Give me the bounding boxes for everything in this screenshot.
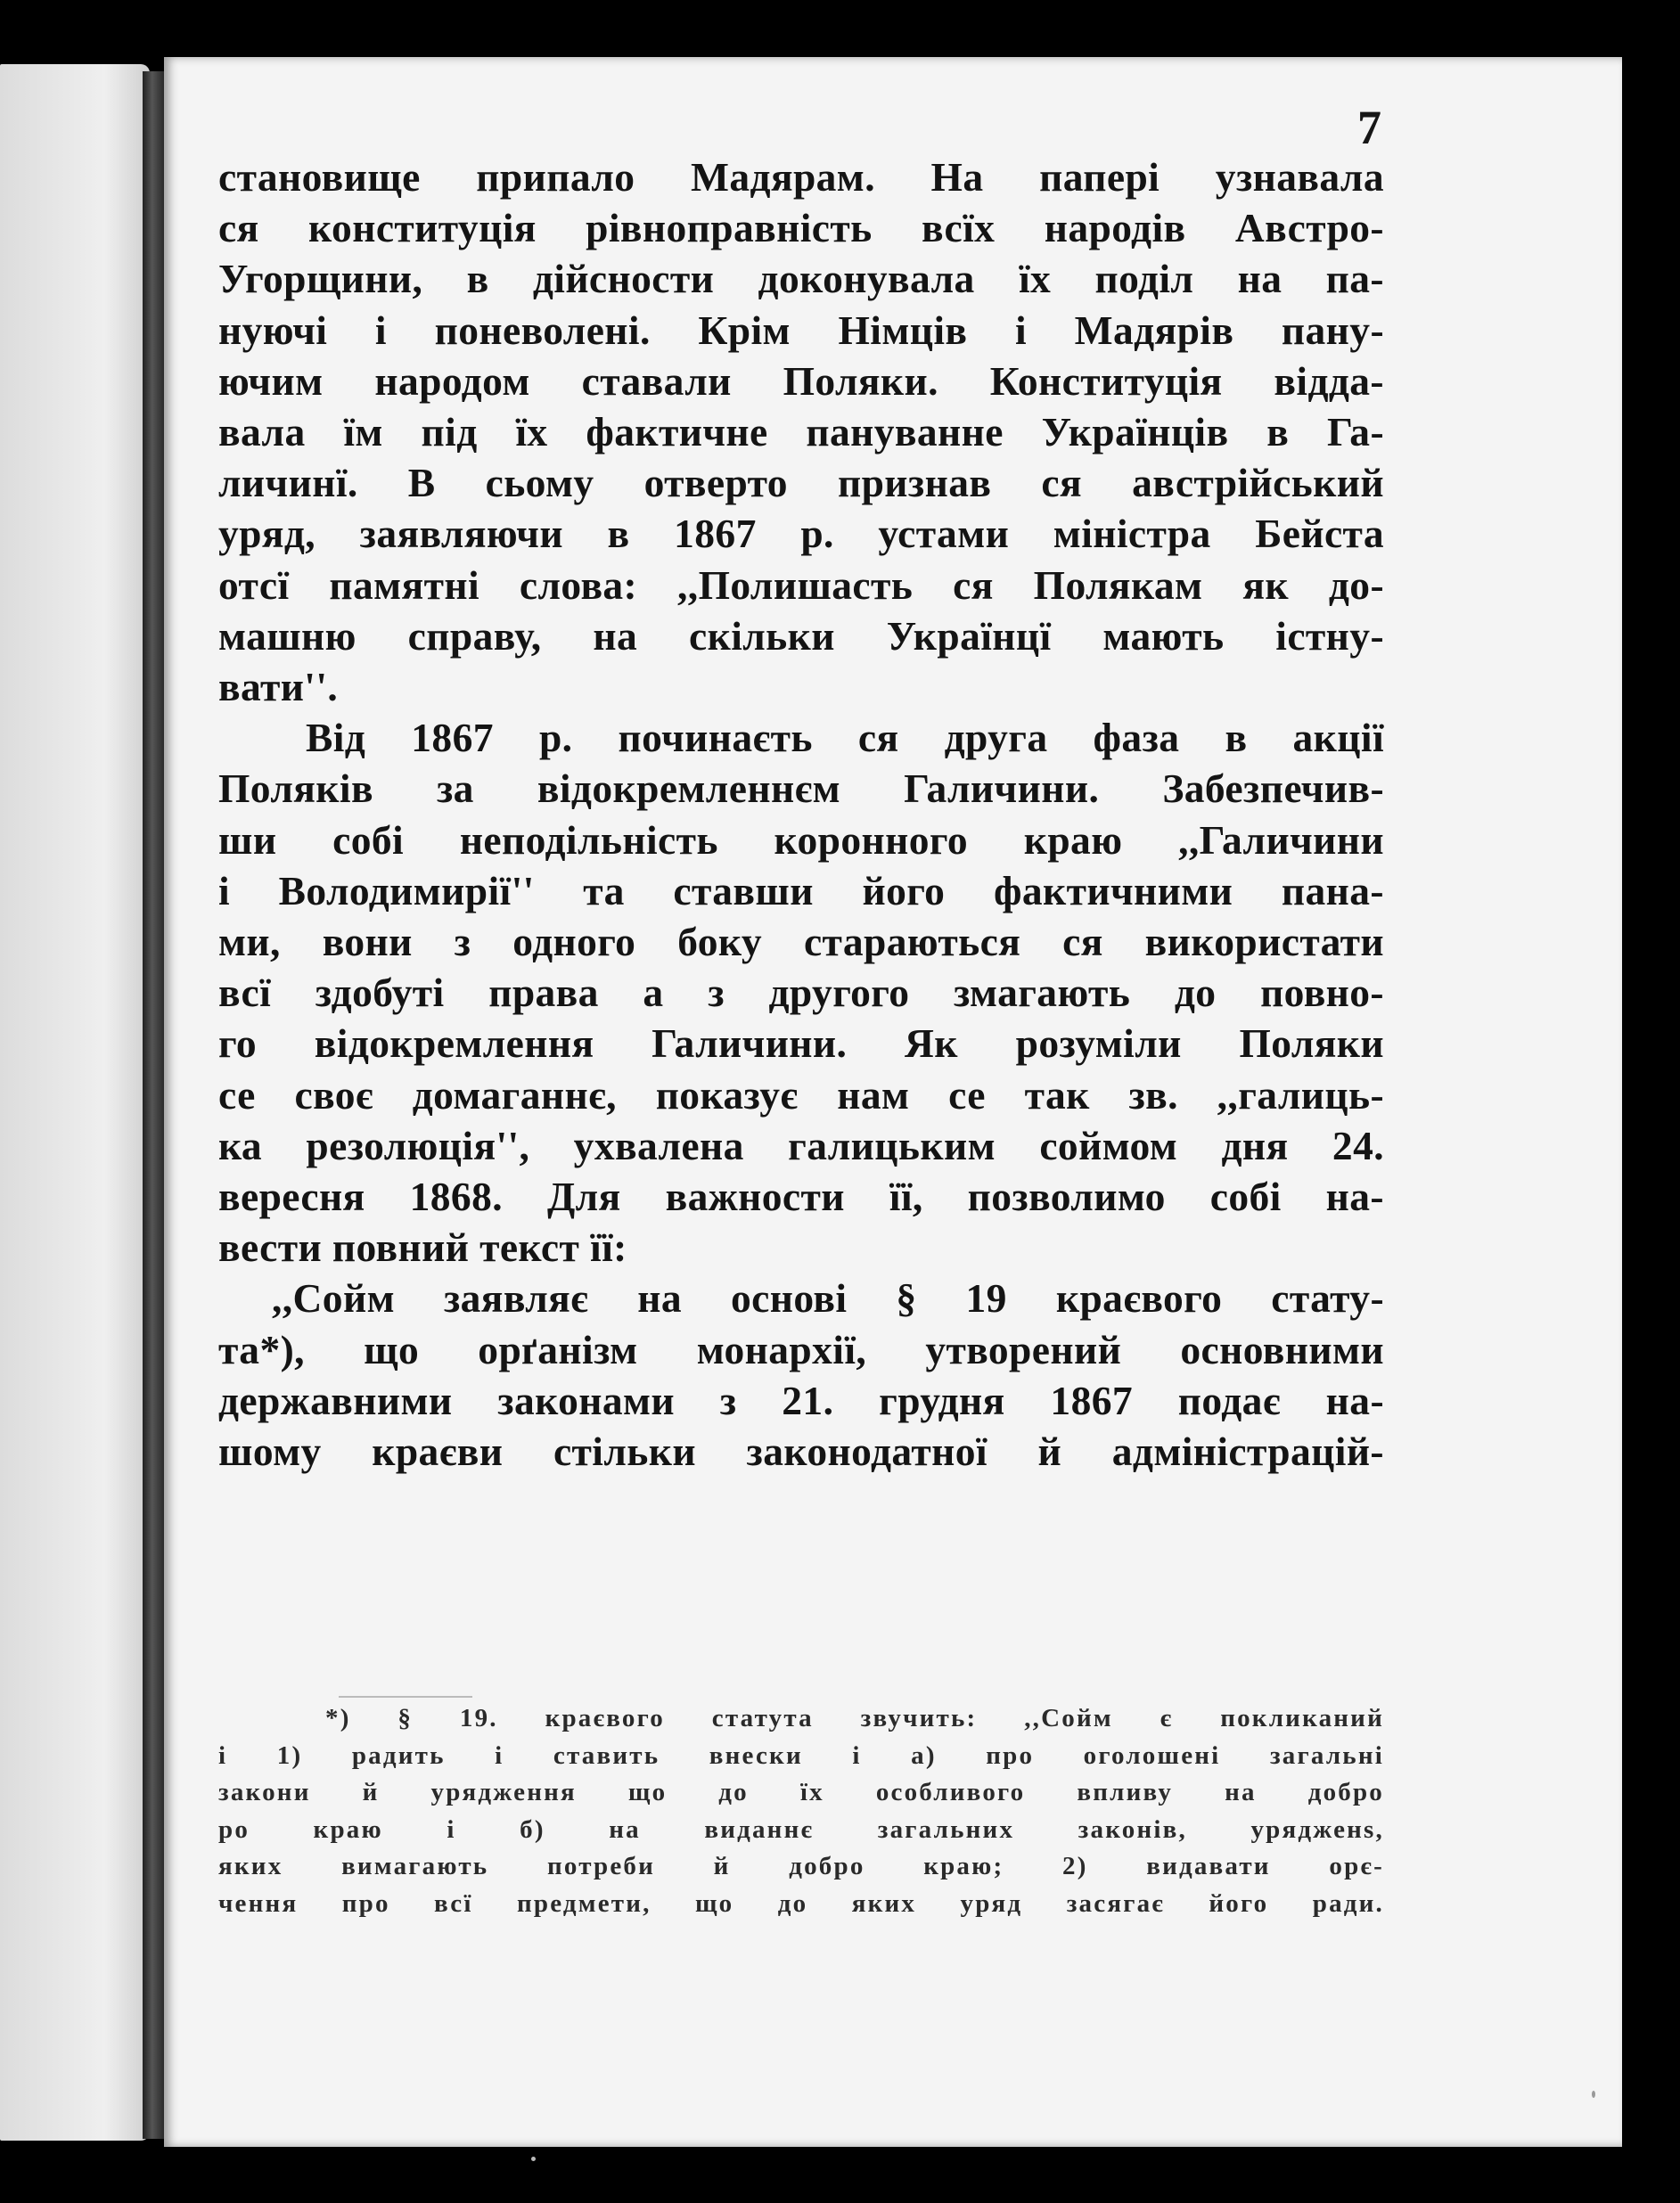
scan-speck (531, 2157, 536, 2161)
footnote-line: *) § 19. краєвого статута звучить: ,,Сойм є покликаний (325, 1704, 1384, 1732)
text-line: се своє домаганнє, показує нам се так зв. ,,галиць- (218, 1071, 1384, 1118)
text-line: Угорщини, в дійсности доконувала їх поділ на па- (218, 256, 1384, 302)
footnote-line: закони й урядження що до їх особливого впливу на добро (218, 1778, 1384, 1806)
text-line: ка резолюція'', ухвалена галицьким соймом дня 24. (218, 1122, 1384, 1168)
text-line: шому краєви стільки законодатної й адміністрацій- (218, 1429, 1384, 1475)
footnote-line: чення про всї предмети, що до яких уряд засягає його ради. (218, 1888, 1384, 1918)
book-spine (143, 71, 164, 2139)
text-line: становище припало Мадярам. На папері узнавала (218, 154, 1384, 200)
text-line: державними законами з 21. грудня 1867 подає на- (218, 1377, 1384, 1423)
text-line: ши собі неподільність коронного краю ,,Галичини (218, 816, 1384, 863)
previous-page-edge (0, 64, 150, 2141)
text-line: вати''. (218, 664, 339, 710)
footnote-line: і 1) радить і ставить внески і а) про оголошені загальні (218, 1740, 1384, 1770)
text-line: ся конституція рівноправність всїх народів Австро- (218, 205, 1384, 251)
footnote-separator (339, 1696, 472, 1698)
text-line: ми, вони з одного боку стараються ся використати (218, 919, 1384, 965)
text-line: вала їм під їх фактичне пануванне Українців в Га- (218, 409, 1384, 455)
text-line: Від 1867 р. починаєть ся друга фаза в акції (306, 715, 1384, 761)
text-line: отсї памятні слова: ,,Полишасть ся Полякам як до- (218, 561, 1384, 608)
footnote (218, 1700, 1384, 1922)
text-line: машню справу, на скільки Українцї мають істну- (218, 612, 1384, 659)
scan-speck (1592, 2091, 1595, 2098)
main-text (218, 152, 1384, 1477)
text-line: го відокремлення Галичини. Як розуміли Поляки (218, 1020, 1384, 1067)
page-number: 7 (1357, 101, 1381, 154)
text-line: вересня 1868. Для важности її, позволимо собі на- (218, 1174, 1384, 1220)
text-line: всї здобуті права а з другого змагають до повно- (218, 970, 1384, 1016)
text-line: ючим народом ставали Поляки. Конституція віддa- (218, 357, 1384, 404)
text-line: і Володимирії'' та ставши його фактичними пана- (218, 867, 1384, 913)
text-line: уряд, заявляючи в 1867 р. устами міністра Бейста (218, 511, 1384, 557)
text-line: Поляків за відокремленнєм Галичини. Забезпечив- (218, 766, 1384, 812)
text-line: та*), що орґанізм монархії, утворений основними (218, 1326, 1384, 1372)
text-line: ,,Сойм заявляє на основі § 19 краєвого стату- (272, 1275, 1384, 1322)
text-line: нуючі і поневолені. Крім Німців і Мадярів пану- (218, 307, 1384, 353)
footnote-line: яких вимагають потреби й добро краю; 2) видавати орє- (218, 1852, 1384, 1880)
text-line: личинї. В сьому отверто признав ся австрійський (218, 460, 1384, 506)
footnote-line: ро краю і б) на виданнє загальних законів, урядженs, (218, 1814, 1384, 1844)
text-line: вести повний текст її: (218, 1224, 627, 1271)
